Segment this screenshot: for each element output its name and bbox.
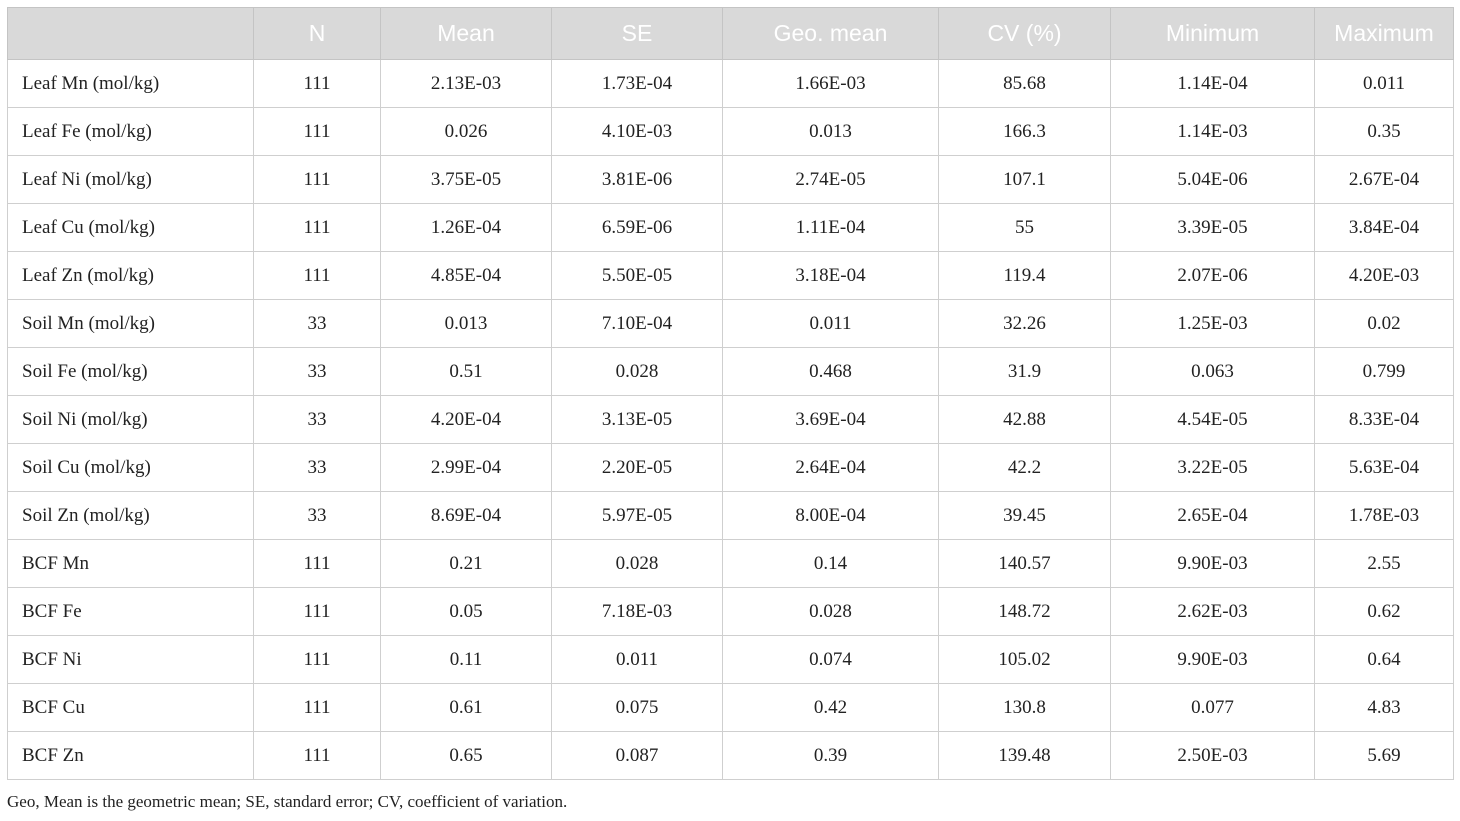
table-row <box>8 732 1454 780</box>
cell-mean: 2.13E-03 <box>381 60 552 108</box>
cell-se: 7.10E-04 <box>552 300 723 348</box>
table-row <box>8 252 1454 300</box>
table-row <box>8 60 1454 108</box>
table-row <box>8 204 1454 252</box>
cell-mean: 1.26E-04 <box>381 204 552 252</box>
cell-geo-mean: 0.074 <box>723 636 939 684</box>
cell-maximum: 5.63E-04 <box>1315 444 1454 492</box>
cell-se: 0.028 <box>552 348 723 396</box>
cell-maximum: 4.83 <box>1315 684 1454 732</box>
cell-minimum: 2.07E-06 <box>1111 252 1315 300</box>
cell-cv: 42.88 <box>939 396 1111 444</box>
table-row <box>8 588 1454 636</box>
cell-se: 1.73E-04 <box>552 60 723 108</box>
cell-mean: 2.99E-04 <box>381 444 552 492</box>
cell-se: 5.97E-05 <box>552 492 723 540</box>
cell-geo-mean: 0.42 <box>723 684 939 732</box>
cell-row-label: BCF Zn <box>8 732 254 780</box>
table-row <box>8 444 1454 492</box>
cell-n: 111 <box>254 252 381 300</box>
cell-maximum: 3.84E-04 <box>1315 204 1454 252</box>
cell-minimum: 0.077 <box>1111 684 1315 732</box>
cell-maximum: 4.20E-03 <box>1315 252 1454 300</box>
cell-se: 0.087 <box>552 732 723 780</box>
cell-minimum: 1.14E-04 <box>1111 60 1315 108</box>
table-row <box>8 636 1454 684</box>
cell-mean: 8.69E-04 <box>381 492 552 540</box>
cell-row-label: Soil Cu (mol/kg) <box>8 444 254 492</box>
cell-mean: 0.61 <box>381 684 552 732</box>
cell-n: 111 <box>254 156 381 204</box>
cell-n: 111 <box>254 108 381 156</box>
cell-n: 33 <box>254 444 381 492</box>
cell-geo-mean: 0.028 <box>723 588 939 636</box>
cell-maximum: 0.011 <box>1315 60 1454 108</box>
cell-mean: 0.026 <box>381 108 552 156</box>
header-cell-minimum: Minimum <box>1111 8 1315 60</box>
cell-n: 33 <box>254 300 381 348</box>
cell-minimum: 5.04E-06 <box>1111 156 1315 204</box>
cell-n: 111 <box>254 204 381 252</box>
cell-minimum: 1.14E-03 <box>1111 108 1315 156</box>
cell-mean: 0.05 <box>381 588 552 636</box>
cell-mean: 0.51 <box>381 348 552 396</box>
table-row <box>8 108 1454 156</box>
cell-n: 111 <box>254 540 381 588</box>
cell-geo-mean: 0.14 <box>723 540 939 588</box>
cell-n: 111 <box>254 684 381 732</box>
cell-minimum: 2.65E-04 <box>1111 492 1315 540</box>
cell-maximum: 0.62 <box>1315 588 1454 636</box>
table-row <box>8 396 1454 444</box>
cell-row-label: Soil Mn (mol/kg) <box>8 300 254 348</box>
cell-minimum: 3.22E-05 <box>1111 444 1315 492</box>
cell-geo-mean: 0.468 <box>723 348 939 396</box>
cell-se: 0.011 <box>552 636 723 684</box>
cell-cv: 130.8 <box>939 684 1111 732</box>
cell-row-label: Leaf Mn (mol/kg) <box>8 60 254 108</box>
cell-maximum: 2.55 <box>1315 540 1454 588</box>
cell-mean: 4.85E-04 <box>381 252 552 300</box>
cell-n: 111 <box>254 636 381 684</box>
cell-mean: 0.013 <box>381 300 552 348</box>
cell-row-label: Leaf Ni (mol/kg) <box>8 156 254 204</box>
cell-row-label: BCF Cu <box>8 684 254 732</box>
cell-maximum: 0.64 <box>1315 636 1454 684</box>
cell-geo-mean: 0.011 <box>723 300 939 348</box>
table-row <box>8 492 1454 540</box>
cell-cv: 85.68 <box>939 60 1111 108</box>
cell-maximum: 5.69 <box>1315 732 1454 780</box>
cell-minimum: 9.90E-03 <box>1111 540 1315 588</box>
cell-cv: 105.02 <box>939 636 1111 684</box>
cell-cv: 139.48 <box>939 732 1111 780</box>
cell-row-label: Soil Ni (mol/kg) <box>8 396 254 444</box>
cell-geo-mean: 0.39 <box>723 732 939 780</box>
cell-minimum: 2.62E-03 <box>1111 588 1315 636</box>
cell-se: 3.13E-05 <box>552 396 723 444</box>
cell-n: 111 <box>254 732 381 780</box>
cell-mean: 4.20E-04 <box>381 396 552 444</box>
cell-row-label: BCF Ni <box>8 636 254 684</box>
cell-n: 33 <box>254 396 381 444</box>
cell-se: 7.18E-03 <box>552 588 723 636</box>
cell-cv: 148.72 <box>939 588 1111 636</box>
cell-maximum: 8.33E-04 <box>1315 396 1454 444</box>
cell-mean: 0.21 <box>381 540 552 588</box>
statistics-table <box>7 7 1454 780</box>
table-row <box>8 156 1454 204</box>
cell-mean: 0.65 <box>381 732 552 780</box>
cell-row-label: Leaf Cu (mol/kg) <box>8 204 254 252</box>
cell-se: 5.50E-05 <box>552 252 723 300</box>
header-cell-mean: Mean <box>381 8 552 60</box>
statistics-table-container <box>7 7 1453 780</box>
table-body <box>8 60 1454 780</box>
header-cell-n: N <box>254 8 381 60</box>
cell-minimum: 0.063 <box>1111 348 1315 396</box>
cell-mean: 3.75E-05 <box>381 156 552 204</box>
cell-n: 33 <box>254 492 381 540</box>
cell-row-label: Leaf Zn (mol/kg) <box>8 252 254 300</box>
cell-maximum: 1.78E-03 <box>1315 492 1454 540</box>
cell-cv: 31.9 <box>939 348 1111 396</box>
cell-cv: 107.1 <box>939 156 1111 204</box>
cell-row-label: BCF Mn <box>8 540 254 588</box>
table-row <box>8 540 1454 588</box>
cell-cv: 55 <box>939 204 1111 252</box>
cell-minimum: 1.25E-03 <box>1111 300 1315 348</box>
cell-cv: 140.57 <box>939 540 1111 588</box>
cell-maximum: 0.799 <box>1315 348 1454 396</box>
cell-minimum: 3.39E-05 <box>1111 204 1315 252</box>
cell-se: 3.81E-06 <box>552 156 723 204</box>
header-cell-maximum: Maximum <box>1315 8 1454 60</box>
cell-geo-mean: 1.66E-03 <box>723 60 939 108</box>
cell-geo-mean: 2.74E-05 <box>723 156 939 204</box>
cell-row-label: Leaf Fe (mol/kg) <box>8 108 254 156</box>
header-cell-se: SE <box>552 8 723 60</box>
cell-se: 2.20E-05 <box>552 444 723 492</box>
table-row <box>8 348 1454 396</box>
table-row <box>8 300 1454 348</box>
cell-row-label: Soil Zn (mol/kg) <box>8 492 254 540</box>
cell-minimum: 2.50E-03 <box>1111 732 1315 780</box>
cell-geo-mean: 1.11E-04 <box>723 204 939 252</box>
table-footnote: Geo, Mean is the geometric mean; SE, standard error; CV, coefficient of variation. <box>7 792 568 811</box>
cell-cv: 39.45 <box>939 492 1111 540</box>
cell-n: 111 <box>254 588 381 636</box>
cell-n: 33 <box>254 348 381 396</box>
cell-cv: 119.4 <box>939 252 1111 300</box>
cell-geo-mean: 0.013 <box>723 108 939 156</box>
cell-maximum: 0.35 <box>1315 108 1454 156</box>
cell-geo-mean: 8.00E-04 <box>723 492 939 540</box>
cell-cv: 32.26 <box>939 300 1111 348</box>
table-header-row <box>8 8 1454 60</box>
cell-geo-mean: 2.64E-04 <box>723 444 939 492</box>
cell-minimum: 9.90E-03 <box>1111 636 1315 684</box>
cell-row-label: Soil Fe (mol/kg) <box>8 348 254 396</box>
header-cell-geo-mean: Geo. mean <box>723 8 939 60</box>
cell-se: 6.59E-06 <box>552 204 723 252</box>
cell-maximum: 0.02 <box>1315 300 1454 348</box>
cell-mean: 0.11 <box>381 636 552 684</box>
cell-maximum: 2.67E-04 <box>1315 156 1454 204</box>
cell-geo-mean: 3.18E-04 <box>723 252 939 300</box>
cell-se: 4.10E-03 <box>552 108 723 156</box>
cell-se: 0.075 <box>552 684 723 732</box>
cell-geo-mean: 3.69E-04 <box>723 396 939 444</box>
table-row <box>8 684 1454 732</box>
cell-row-label: BCF Fe <box>8 588 254 636</box>
cell-minimum: 4.54E-05 <box>1111 396 1315 444</box>
cell-cv: 42.2 <box>939 444 1111 492</box>
cell-se: 0.028 <box>552 540 723 588</box>
header-cell-cv: CV (%) <box>939 8 1111 60</box>
cell-cv: 166.3 <box>939 108 1111 156</box>
header-cell-blank <box>8 8 254 60</box>
cell-n: 111 <box>254 60 381 108</box>
